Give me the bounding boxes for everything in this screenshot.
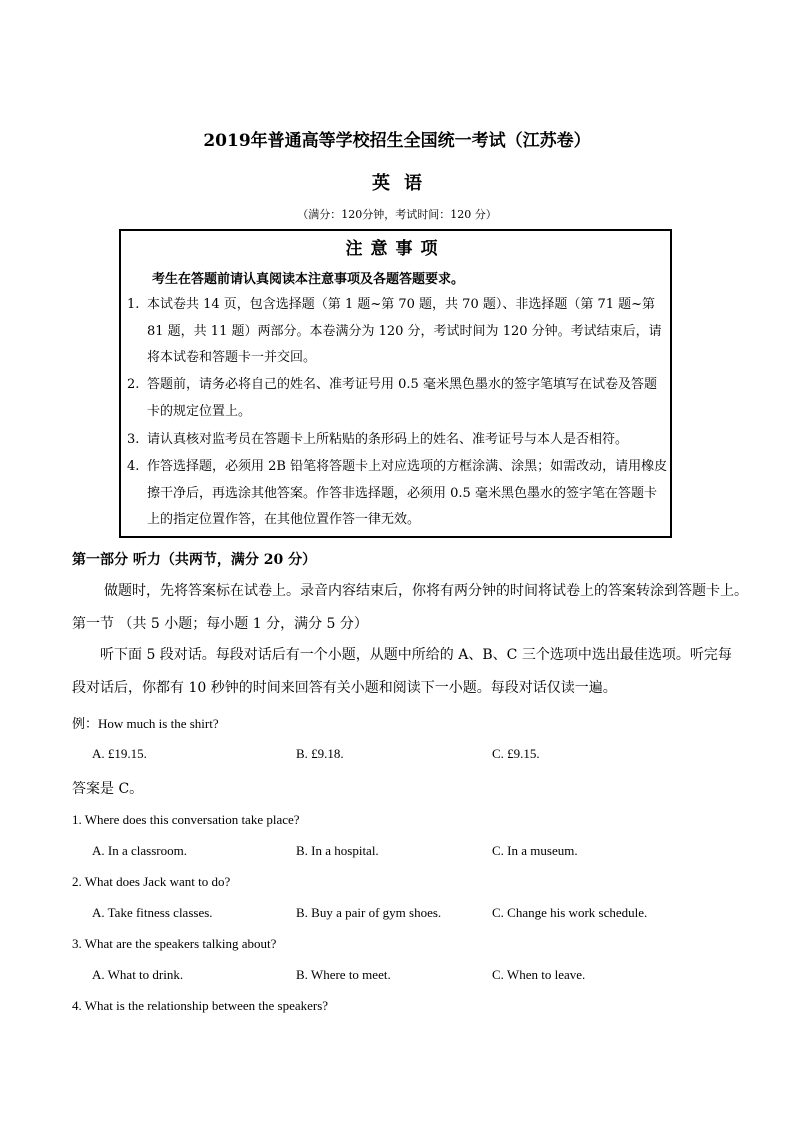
notice-item-text: 作答选择题，必须用 2B 铅笔将答题卡上对应选项的方框涂满、涂黑；如需改动，请用橡皮擦干净后，再选涂其他答案。作答非选择题，必须用 0.5 毫米黑色墨水的签字笔在答题卡上的指定位置作答，在其他位置作答一律无效。 <box>147 459 668 527</box>
notice-item-number: 3. <box>127 432 140 447</box>
notice-item-text: 本试卷共 14 页，包含选择题（第 1 题~第 70 题，共 70 题）、非选择题（第 71 题~第 81 题，共 11 题）两部分。本卷满分为 120 分，考试时间为 120 分钟。考试结束后，请将本试卷和答题卡一并交回。 <box>147 297 662 365</box>
example-question: 例：How much is the shirt? <box>72 716 219 731</box>
section1-instruction: 听下面 5 段对话。每段对话后有一个小题，从题中所给的 A、B、C 三个选项中选出最佳选项。听完每段对话后，你都有 10 秒钟的时间来回答有关小题和阅读下一小题。每段对话仅读一遍。 <box>72 647 732 696</box>
section1-heading: 第一节 （共 5 小题；每小题 1 分，满分 5 分） <box>72 616 368 632</box>
example-option-a: A. £19.15. <box>92 746 147 761</box>
question-4: 4. What is the relationship between the speakers? <box>72 998 329 1013</box>
notice-item-text: 请认真核对监考员在答题卡上所粘贴的条形码上的姓名、准考证号与本人是否相符。 <box>147 432 629 447</box>
part1-instruction: 做题时，先将答案标在试卷上。录音内容结束后，你将有两分钟的时间将试卷上的答案转涂到答题卡上。 <box>104 583 748 599</box>
example-option-b: B. £9.18. <box>296 746 344 761</box>
question-3-option-a: A. What to drink. <box>92 967 184 982</box>
notice-title: 注意事项 <box>345 239 446 259</box>
notice-item-number: 4. <box>127 459 140 474</box>
subject-title: 英语 <box>372 173 436 194</box>
question-3-option-c: C. When to leave. <box>492 967 586 982</box>
exam-title: 2019年普通高等学校招生全国统一考试（江苏卷） <box>203 131 591 151</box>
question-1-option-b: B. In a hospital. <box>296 843 379 858</box>
question-3-option-b: B. Where to meet. <box>296 967 391 982</box>
notice-item-number: 2. <box>127 377 140 392</box>
notice-intro: 考生在答题前请认真阅读本注意事项及各题答题要求。 <box>152 272 465 287</box>
question-2-option-a: A. Take fitness classes. <box>92 905 213 920</box>
question-2-option-c: C. Change his work schedule. <box>492 905 648 920</box>
question-3: 3. What are the speakers talking about? <box>72 936 277 951</box>
notice-item-text: 答题前，请务必将自己的姓名、准考证号用 0.5 毫米黑色墨水的签字笔填写在试卷及答题卡的规定位置上。 <box>147 377 657 419</box>
notice-item-number: 1. <box>127 297 140 312</box>
question-1-option-a: A. In a classroom. <box>92 843 187 858</box>
question-1: 1. Where does this conversation take place? <box>72 812 300 827</box>
example-answer: 答案是 C。 <box>72 781 144 797</box>
part1-heading: 第一部分 听力（共两节，满分 20 分） <box>72 552 317 568</box>
question-2: 2. What does Jack want to do? <box>72 874 231 889</box>
question-2-option-b: B. Buy a pair of gym shoes. <box>296 905 442 920</box>
question-1-option-c: C. In a museum. <box>492 843 578 858</box>
score-note: （满分：120分钟，考试时间：120 分） <box>297 208 497 221</box>
example-option-c: C. £9.15. <box>492 746 540 761</box>
